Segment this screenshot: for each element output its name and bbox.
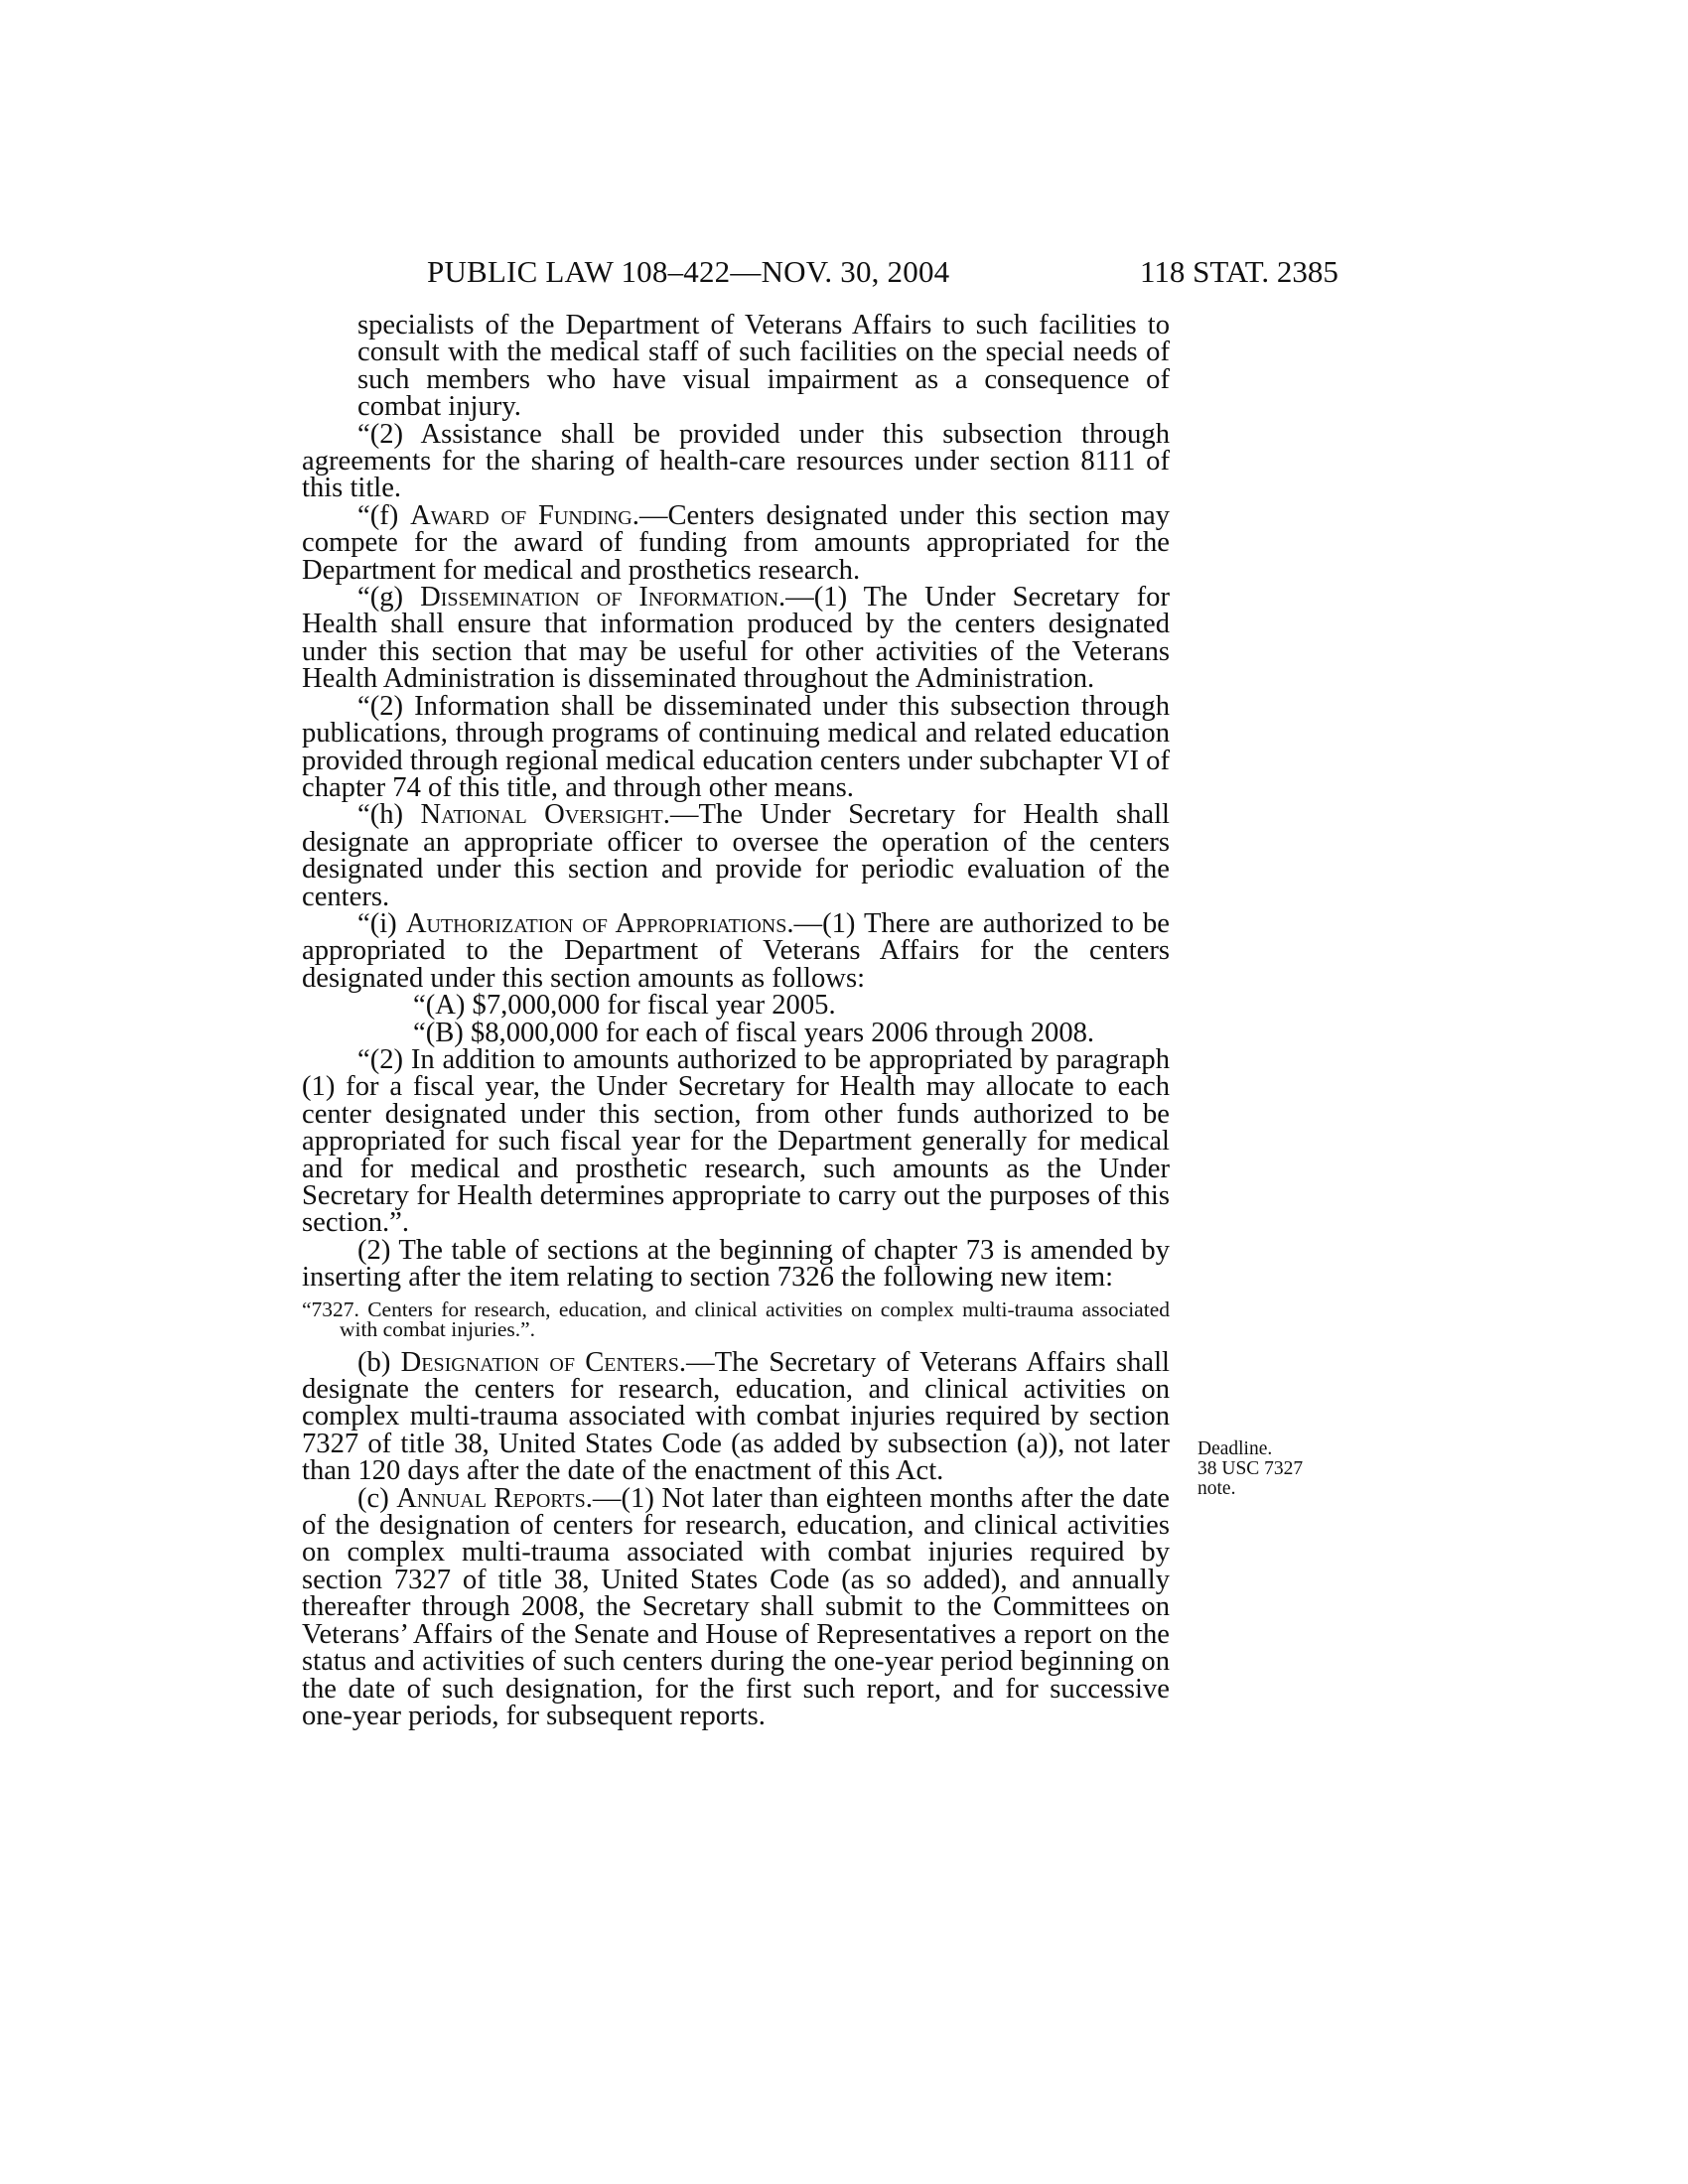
paragraph-additional-amounts: “(2) In addition to amounts authorized to be appropriated by paragraph (1) for a fiscal year, the Under Secretary for Health may allocate to each center designated under this section, from other funds authorized to be appropriated for such fiscal year for the Department generally for medical and for medical and prosthetic research, such amounts as the Under Secretary for Health determines appropriate to carry out the purposes of this section.”.	[302, 1043, 1170, 1239]
paragraph-assistance: “(2) Assistance shall be provided under this subsection through agreements for the sharing of health-care resources under section 8111 of this title.	[302, 418, 1170, 504]
paragraph-annual-reports	[302, 1482, 1170, 1731]
paragraph-authorization	[302, 907, 1170, 994]
paragraph-table-of-sections: (2) The table of sections at the beginning of chapter 73 is amended by inserting after the item relating to section 7326 the following new item:	[302, 1234, 1170, 1294]
subsection-text: .—The Secretary of Veterans Affairs shall designate the centers for research, education, and clinical activities on complex multi-trauma associated with combat injuries required by section 7327 of title 38, United States Code (as added by subsection (a)), not later than 120 days after the date of the enactment of this Act.	[302, 1346, 1170, 1487]
paragraph-dissemination	[302, 584, 1170, 693]
subsection-text: .—(1) There are authorized to be appropriated to the Department of Veterans Affairs for the centers designated under this section amounts as follows:	[302, 907, 1170, 994]
subsection-heading: Annual Reports	[396, 1482, 586, 1514]
subsection-heading: Award of Funding	[410, 499, 633, 531]
subsection-text: .—(1) The Under Secretary for Health shall ensure that information produced by the centers designated under this section that may be useful for other activities of the Veterans Health Administration is disseminated throughout the Administration.	[302, 582, 1170, 695]
running-head-title: PUBLIC LAW 108–422—NOV. 30, 2004	[427, 254, 950, 289]
subsection-marker: “(h)	[357, 799, 421, 831]
paragraph-award-of-funding	[302, 499, 1170, 586]
paragraph-specialists: specialists of the Department of Veterans Affairs to such facilities to consult with the medical staff of such facilities on the special needs of such members who have visual impairment as a consequence of combat injury.	[357, 310, 1170, 423]
subsection-heading: Dissemination of Information	[420, 582, 779, 614]
subsection-marker: “(g)	[357, 582, 421, 614]
paragraph-amount-a: “(A) $7,000,000 for fiscal year 2005.	[413, 990, 836, 1022]
margin-note-note: note.	[1197, 1478, 1236, 1499]
subsection-text: .—The Under Secretary for Health shall designate an appropriate officer to oversee the operation of the centers designated under this section and provide for periodic evaluation of the centers.	[302, 799, 1170, 912]
statute-page-number: 118 STAT. 2385	[1140, 254, 1338, 289]
paragraph-amount-b: “(B) $8,000,000 for each of fiscal years 2006 through 2008.	[413, 1017, 1095, 1048]
main-text-column	[302, 312, 1170, 1729]
margin-note	[1197, 1439, 1346, 1499]
paragraph-information-disseminated: “(2) Information shall be disseminated under this subsection through publications, through programs of continuing medical and related education provided through regional medical education centers under subchapter VI of chapter 74 of this title, and through other means.	[302, 690, 1170, 803]
subsection-marker: (c)	[357, 1482, 397, 1514]
margin-note-deadline: Deadline.	[1197, 1438, 1273, 1459]
margin-note-citation: 38 USC 7327	[1197, 1458, 1304, 1479]
table-of-sections-item: “7327. Centers for research, education, and clinical activities on complex multi-trauma associated with combat injuries.”.	[302, 1297, 1170, 1341]
subsection-marker: (b)	[357, 1346, 401, 1378]
subsection-heading: Authorization of Appropriations	[405, 907, 787, 939]
page-header	[0, 252, 1688, 292]
subsection-marker: “(i)	[357, 907, 406, 939]
subsection-marker: “(f)	[357, 499, 411, 531]
paragraph-national-oversight	[302, 801, 1170, 910]
subsection-heading: Designation of Centers	[400, 1346, 679, 1378]
subsection-heading: National Oversight	[420, 799, 663, 831]
subsection-text: .—(1) Not later than eighteen months after the date of the designation of centers for research, education, and clinical activities on complex multi-trauma associated with combat injuries required by section 7327 of title 38, United States Code (as so added), and annually thereafter through 2008, the Secretary shall submit to the Committees on Veterans’ Affairs of the Senate and House of Representatives a report on the status and activities of such centers during the one-year period beginning on the date of such designation, for the first such report, and for successive one-year periods, for subsequent reports.	[302, 1482, 1170, 1731]
subsection-text: .—Centers designated under this section may compete for the award of funding from amounts appropriated for the Department for medical and prosthetics research.	[302, 499, 1170, 586]
paragraph-designation-of-centers	[302, 1346, 1170, 1487]
